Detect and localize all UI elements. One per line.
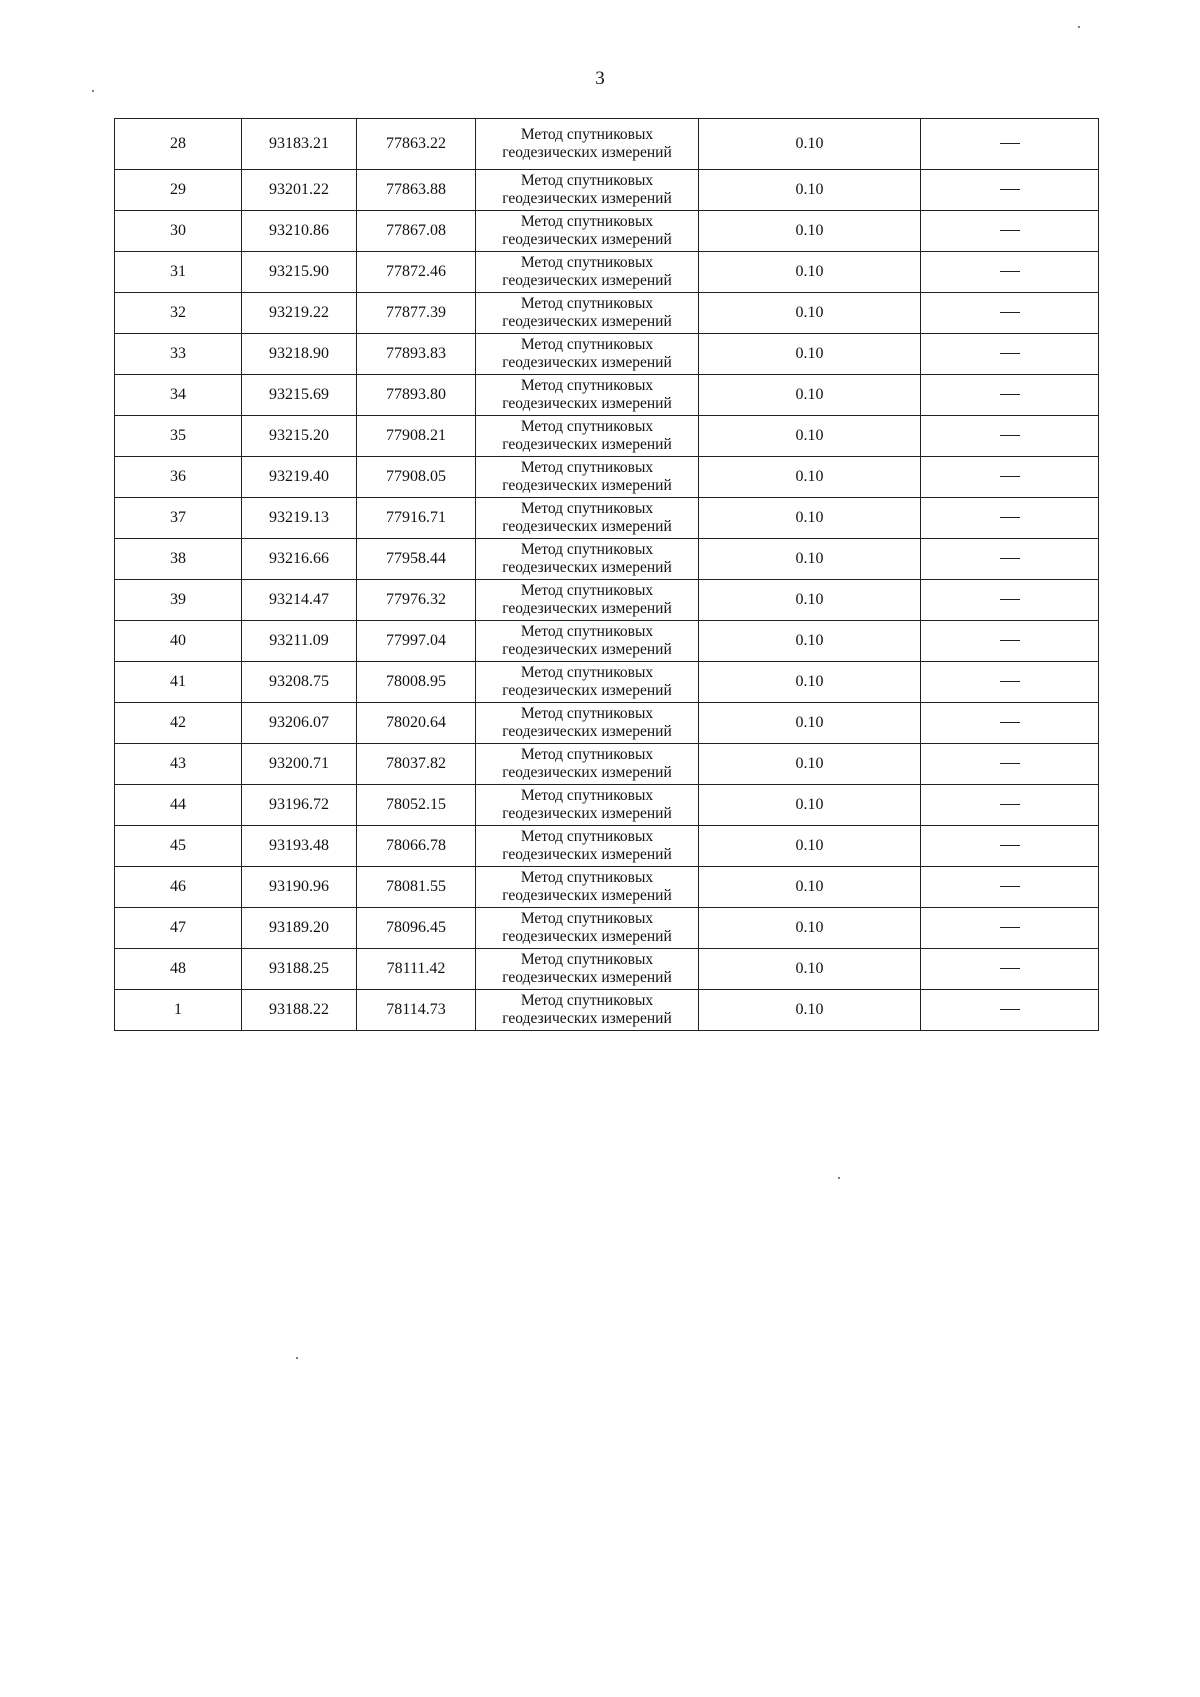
method-line-2: геодезических измерений <box>502 518 672 535</box>
accuracy-cell: 0.10 <box>699 498 921 539</box>
accuracy-cell: 0.10 <box>699 416 921 457</box>
point-number-cell: 30 <box>115 211 242 252</box>
accuracy-cell: 0.10 <box>699 375 921 416</box>
point-number-cell: 42 <box>115 703 242 744</box>
table-row <box>115 170 1099 211</box>
y-coordinate-cell: 78066.78 <box>357 826 476 867</box>
method-cell <box>476 949 699 990</box>
accuracy-cell: 0.10 <box>699 119 921 170</box>
x-coordinate-cell: 93189.20 <box>242 908 357 949</box>
method-cell <box>476 867 699 908</box>
table-row <box>115 211 1099 252</box>
point-number-cell: 44 <box>115 785 242 826</box>
method-cell <box>476 170 699 211</box>
method-line-2: геодезических измерений <box>502 395 672 412</box>
page-number: 3 <box>595 68 605 89</box>
dash-mark <box>1000 640 1020 641</box>
method-cell <box>476 662 699 703</box>
method-line-2: геодезических измерений <box>502 887 672 904</box>
note-cell <box>921 580 1099 621</box>
method-cell <box>476 744 699 785</box>
method-line-2: геодезических измерений <box>502 764 672 781</box>
method-cell <box>476 785 699 826</box>
method-line-1: Метод спутниковых <box>520 746 654 764</box>
dash-mark <box>1000 968 1020 969</box>
method-line-1: Метод спутниковых <box>520 500 654 518</box>
dash-mark <box>1000 927 1020 928</box>
table-row <box>115 826 1099 867</box>
dash-mark <box>1000 143 1020 144</box>
accuracy-cell: 0.10 <box>699 662 921 703</box>
method-cell <box>476 252 699 293</box>
method-line-2: геодезических измерений <box>502 969 672 986</box>
note-cell <box>921 252 1099 293</box>
dash-mark <box>1000 394 1020 395</box>
point-number-cell: 38 <box>115 539 242 580</box>
accuracy-cell: 0.10 <box>699 293 921 334</box>
method-cell <box>476 703 699 744</box>
table-row <box>115 119 1099 170</box>
x-coordinate-cell: 93215.20 <box>242 416 357 457</box>
method-line-1: Метод спутниковых <box>520 126 654 144</box>
method-line-1: Метод спутниковых <box>520 541 654 559</box>
scan-speck <box>92 90 94 92</box>
dash-mark <box>1000 845 1020 846</box>
x-coordinate-cell: 93206.07 <box>242 703 357 744</box>
accuracy-cell: 0.10 <box>699 744 921 785</box>
dash-mark <box>1000 681 1020 682</box>
scan-speck <box>296 1357 298 1359</box>
accuracy-cell: 0.10 <box>699 867 921 908</box>
dash-mark <box>1000 476 1020 477</box>
method-cell <box>476 580 699 621</box>
method-cell <box>476 457 699 498</box>
dash-mark <box>1000 886 1020 887</box>
note-cell <box>921 457 1099 498</box>
table-row <box>115 375 1099 416</box>
y-coordinate-cell: 78020.64 <box>357 703 476 744</box>
x-coordinate-cell: 93218.90 <box>242 334 357 375</box>
method-line-2: геодезических измерений <box>502 641 672 658</box>
method-line-2: геодезических измерений <box>502 682 672 699</box>
method-line-2: геодезических измерений <box>502 723 672 740</box>
accuracy-cell: 0.10 <box>699 252 921 293</box>
coordinates-table <box>114 118 1099 1031</box>
point-number-cell: 29 <box>115 170 242 211</box>
method-cell <box>476 334 699 375</box>
table-body <box>115 119 1099 1031</box>
x-coordinate-cell: 93208.75 <box>242 662 357 703</box>
table-row <box>115 334 1099 375</box>
method-line-2: геодезических измерений <box>502 272 672 289</box>
table-row <box>115 908 1099 949</box>
method-line-1: Метод спутниковых <box>520 664 654 682</box>
note-cell <box>921 826 1099 867</box>
method-line-2: геодезических измерений <box>502 928 672 945</box>
method-line-1: Метод спутниковых <box>520 418 654 436</box>
note-cell <box>921 498 1099 539</box>
note-cell <box>921 744 1099 785</box>
dash-mark <box>1000 558 1020 559</box>
method-line-2: геодезических измерений <box>502 559 672 576</box>
dash-mark <box>1000 599 1020 600</box>
method-line-2: геодезических измерений <box>502 477 672 494</box>
method-line-2: геодезических измерений <box>502 436 672 453</box>
y-coordinate-cell: 78096.45 <box>357 908 476 949</box>
method-line-1: Метод спутниковых <box>520 992 654 1010</box>
method-line-1: Метод спутниковых <box>520 336 654 354</box>
note-cell <box>921 416 1099 457</box>
note-cell <box>921 662 1099 703</box>
y-coordinate-cell: 78114.73 <box>357 990 476 1031</box>
method-line-2: геодезических измерений <box>502 846 672 863</box>
method-line-2: геодезических измерений <box>502 805 672 822</box>
method-cell <box>476 826 699 867</box>
method-line-1: Метод спутниковых <box>520 828 654 846</box>
method-cell <box>476 908 699 949</box>
table-row <box>115 252 1099 293</box>
accuracy-cell: 0.10 <box>699 826 921 867</box>
y-coordinate-cell: 78037.82 <box>357 744 476 785</box>
x-coordinate-cell: 93188.22 <box>242 990 357 1031</box>
point-number-cell: 41 <box>115 662 242 703</box>
y-coordinate-cell: 77916.71 <box>357 498 476 539</box>
x-coordinate-cell: 93196.72 <box>242 785 357 826</box>
accuracy-cell: 0.10 <box>699 457 921 498</box>
point-number-cell: 33 <box>115 334 242 375</box>
x-coordinate-cell: 93190.96 <box>242 867 357 908</box>
accuracy-cell: 0.10 <box>699 621 921 662</box>
method-cell <box>476 990 699 1031</box>
method-line-2: геодезических измерений <box>502 354 672 371</box>
y-coordinate-cell: 78008.95 <box>357 662 476 703</box>
table-row <box>115 457 1099 498</box>
dash-mark <box>1000 230 1020 231</box>
note-cell <box>921 375 1099 416</box>
y-coordinate-cell: 77893.83 <box>357 334 476 375</box>
accuracy-cell: 0.10 <box>699 785 921 826</box>
y-coordinate-cell: 78081.55 <box>357 867 476 908</box>
point-number-cell: 43 <box>115 744 242 785</box>
note-cell <box>921 334 1099 375</box>
method-cell <box>476 375 699 416</box>
table-row <box>115 867 1099 908</box>
table-row <box>115 744 1099 785</box>
x-coordinate-cell: 93200.71 <box>242 744 357 785</box>
y-coordinate-cell: 77877.39 <box>357 293 476 334</box>
x-coordinate-cell: 93188.25 <box>242 949 357 990</box>
method-line-2: геодезических измерений <box>502 1010 672 1027</box>
scan-speck <box>838 1177 840 1179</box>
point-number-cell: 46 <box>115 867 242 908</box>
table-row <box>115 949 1099 990</box>
method-line-1: Метод спутниковых <box>520 705 654 723</box>
note-cell <box>921 539 1099 580</box>
table-row <box>115 703 1099 744</box>
method-line-1: Метод спутниковых <box>520 254 654 272</box>
note-cell <box>921 949 1099 990</box>
y-coordinate-cell: 77893.80 <box>357 375 476 416</box>
table-row <box>115 785 1099 826</box>
point-number-cell: 45 <box>115 826 242 867</box>
method-line-2: геодезических измерений <box>502 231 672 248</box>
y-coordinate-cell: 77872.46 <box>357 252 476 293</box>
method-cell <box>476 416 699 457</box>
accuracy-cell: 0.10 <box>699 580 921 621</box>
accuracy-cell: 0.10 <box>699 170 921 211</box>
x-coordinate-cell: 93183.21 <box>242 119 357 170</box>
dash-mark <box>1000 312 1020 313</box>
y-coordinate-cell: 77958.44 <box>357 539 476 580</box>
method-line-1: Метод спутниковых <box>520 213 654 231</box>
point-number-cell: 34 <box>115 375 242 416</box>
note-cell <box>921 703 1099 744</box>
y-coordinate-cell: 77976.32 <box>357 580 476 621</box>
table-row <box>115 498 1099 539</box>
point-number-cell: 1 <box>115 990 242 1031</box>
y-coordinate-cell: 77863.88 <box>357 170 476 211</box>
x-coordinate-cell: 93201.22 <box>242 170 357 211</box>
dash-mark <box>1000 517 1020 518</box>
x-coordinate-cell: 93214.47 <box>242 580 357 621</box>
method-line-1: Метод спутниковых <box>520 787 654 805</box>
dash-mark <box>1000 435 1020 436</box>
dash-mark <box>1000 189 1020 190</box>
x-coordinate-cell: 93211.09 <box>242 621 357 662</box>
y-coordinate-cell: 77867.08 <box>357 211 476 252</box>
dash-mark <box>1000 722 1020 723</box>
method-cell <box>476 119 699 170</box>
method-cell <box>476 211 699 252</box>
x-coordinate-cell: 93215.69 <box>242 375 357 416</box>
method-line-1: Метод спутниковых <box>520 295 654 313</box>
table-row <box>115 621 1099 662</box>
method-cell <box>476 539 699 580</box>
table-row <box>115 416 1099 457</box>
method-line-2: геодезических измерений <box>502 190 672 207</box>
y-coordinate-cell: 78111.42 <box>357 949 476 990</box>
x-coordinate-cell: 93216.66 <box>242 539 357 580</box>
table-row <box>115 580 1099 621</box>
x-coordinate-cell: 93219.13 <box>242 498 357 539</box>
dash-mark <box>1000 763 1020 764</box>
method-line-1: Метод спутниковых <box>520 951 654 969</box>
y-coordinate-cell: 77908.05 <box>357 457 476 498</box>
point-number-cell: 39 <box>115 580 242 621</box>
y-coordinate-cell: 77863.22 <box>357 119 476 170</box>
point-number-cell: 31 <box>115 252 242 293</box>
y-coordinate-cell: 77997.04 <box>357 621 476 662</box>
method-line-1: Метод спутниковых <box>520 869 654 887</box>
table-row <box>115 539 1099 580</box>
table-row <box>115 990 1099 1031</box>
note-cell <box>921 867 1099 908</box>
scan-speck <box>1078 26 1080 28</box>
method-line-1: Метод спутниковых <box>520 459 654 477</box>
table-row <box>115 662 1099 703</box>
accuracy-cell: 0.10 <box>699 539 921 580</box>
x-coordinate-cell: 93210.86 <box>242 211 357 252</box>
note-cell <box>921 621 1099 662</box>
note-cell <box>921 211 1099 252</box>
method-line-2: геодезических измерений <box>502 313 672 330</box>
dash-mark <box>1000 271 1020 272</box>
x-coordinate-cell: 93219.22 <box>242 293 357 334</box>
point-number-cell: 48 <box>115 949 242 990</box>
point-number-cell: 47 <box>115 908 242 949</box>
accuracy-cell: 0.10 <box>699 990 921 1031</box>
method-line-1: Метод спутниковых <box>520 910 654 928</box>
x-coordinate-cell: 93193.48 <box>242 826 357 867</box>
accuracy-cell: 0.10 <box>699 908 921 949</box>
y-coordinate-cell: 77908.21 <box>357 416 476 457</box>
accuracy-cell: 0.10 <box>699 949 921 990</box>
method-cell <box>476 293 699 334</box>
accuracy-cell: 0.10 <box>699 334 921 375</box>
point-number-cell: 37 <box>115 498 242 539</box>
method-line-2: геодезических измерений <box>502 144 672 161</box>
note-cell <box>921 990 1099 1031</box>
accuracy-cell: 0.10 <box>699 211 921 252</box>
x-coordinate-cell: 93219.40 <box>242 457 357 498</box>
note-cell <box>921 170 1099 211</box>
accuracy-cell: 0.10 <box>699 703 921 744</box>
table-row <box>115 293 1099 334</box>
note-cell <box>921 908 1099 949</box>
method-line-1: Метод спутниковых <box>520 582 654 600</box>
y-coordinate-cell: 78052.15 <box>357 785 476 826</box>
method-line-1: Метод спутниковых <box>520 623 654 641</box>
method-cell <box>476 498 699 539</box>
note-cell <box>921 293 1099 334</box>
point-number-cell: 36 <box>115 457 242 498</box>
method-line-2: геодезических измерений <box>502 600 672 617</box>
dash-mark <box>1000 353 1020 354</box>
point-number-cell: 40 <box>115 621 242 662</box>
note-cell <box>921 785 1099 826</box>
method-line-1: Метод спутниковых <box>520 377 654 395</box>
dash-mark <box>1000 804 1020 805</box>
note-cell <box>921 119 1099 170</box>
dash-mark <box>1000 1009 1020 1010</box>
point-number-cell: 32 <box>115 293 242 334</box>
point-number-cell: 28 <box>115 119 242 170</box>
method-cell <box>476 621 699 662</box>
method-line-1: Метод спутниковых <box>520 172 654 190</box>
x-coordinate-cell: 93215.90 <box>242 252 357 293</box>
point-number-cell: 35 <box>115 416 242 457</box>
